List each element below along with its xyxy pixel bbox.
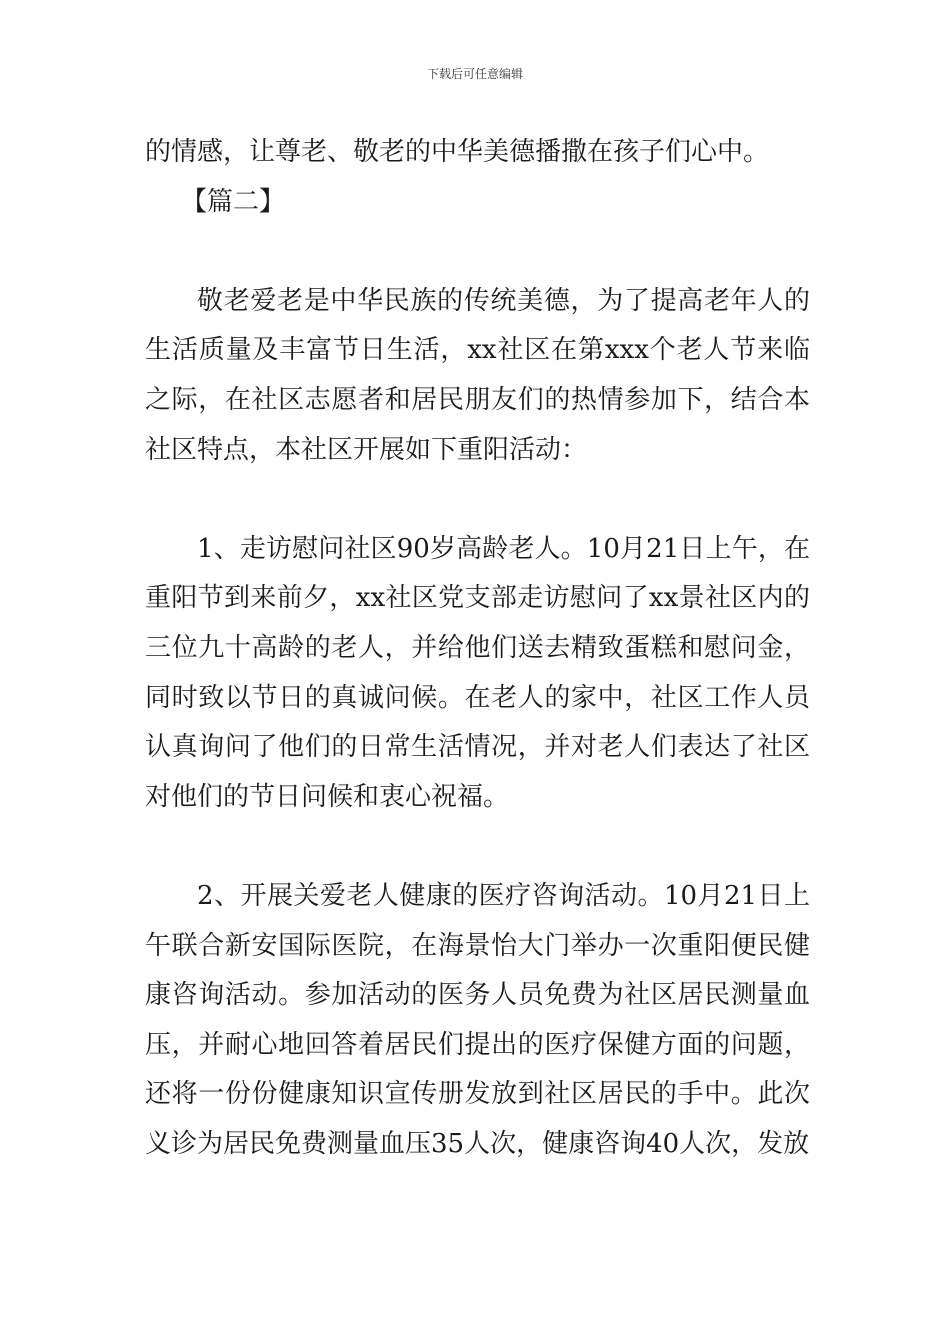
paragraph-continuation: 的情感，让尊老、敬老的中华美德播撒在孩子们心中。: [145, 137, 770, 167]
paragraph-item-2: 2、开展关爱老人健康的医疗咨询活动。10月21日上午联合新安国际医院，在海景怡大门举办一次重阳便民健康咨询活动。参加活动的医务人员免费为社区居民测量血压，并耐心地回答着居民们提出的医疗保健方面的问题，还将一份份健康知识宣传册发放到社区居民的手中。此次义诊为居民免费测量血压35人次，健康咨询40人次，发放: [145, 880, 810, 1159]
header-note: 下载后可任意编辑: [426, 67, 523, 81]
document-body: [145, 128, 810, 1169]
paragraph-intro: 敬老爱老是中华民族的传统美德，为了提高老年人的生活质量及丰富节日生活，xx社区在第xxx个老人节来临之际，在社区志愿者和居民朋友们的热情参加下，结合本社区特点，本社区开展如下重阳活动：: [145, 285, 810, 465]
section-heading: 【篇二】: [181, 186, 286, 217]
paragraph-item-1: 1、走访慰问社区90岁高龄老人。10月21日上午，在重阳节到来前夕，xx社区党支部走访慰问了xx景社区内的三位九十高龄的老人，并给他们送去精致蛋糕和慰问金，同时致以节日的真诚问候。在老人的家中，社区工作人员认真询问了他们的日常生活情况，并对老人们表达了社区对他们的节日问候和衷心祝福。: [145, 533, 810, 812]
